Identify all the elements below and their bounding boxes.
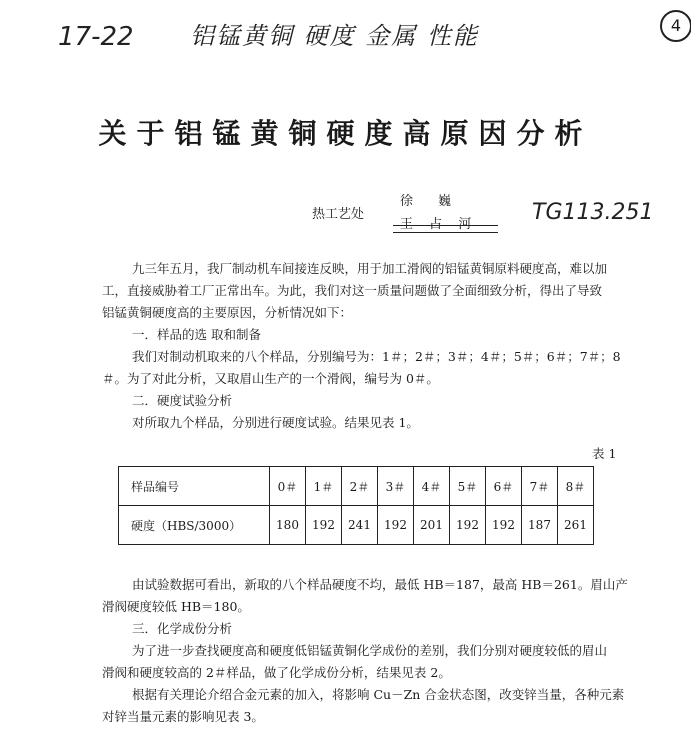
handwritten-page-mark: 4 xyxy=(660,10,691,42)
section1-line: 我们对制动机取来的八个样品，分别编号为：1＃；2＃；3＃；4＃；5＃；6＃；7＃；8 xyxy=(132,349,621,364)
section2-line: 对所取九个样品，分别进行硬度试验。结果见表 1。 xyxy=(132,415,419,430)
column-header: 4＃ xyxy=(414,467,450,506)
table-label: 表 1 xyxy=(592,446,617,461)
column-header: 3＃ xyxy=(378,467,414,506)
section2-heading: 二．硬度试验分析 xyxy=(132,393,233,408)
table-cell: 201 xyxy=(414,506,450,545)
conclusion-line: 滑阀硬度较低 HB＝180。 xyxy=(102,599,250,614)
section3-heading: 三．化学成份分析 xyxy=(132,621,233,636)
intro-line: 九三年五月，我厂制动机车间接连反映，用于加工滑阀的铝锰黄铜原料硬度高，难以加 xyxy=(132,261,608,276)
table-cell: 192 xyxy=(486,506,522,545)
section3-line: 滑阀和硬度较高的 2＃样品，做了化学成份分析，结果见表 2。 xyxy=(102,665,451,680)
column-header: 7＃ xyxy=(522,467,558,506)
author-wang-zhanhe: 王 占 河 xyxy=(400,217,478,232)
column-header: 1＃ xyxy=(306,467,342,506)
handwritten-classification: TG113.251 xyxy=(532,200,654,225)
department: 热工艺处 xyxy=(312,207,365,222)
row-header-sample-number: 样品编号 xyxy=(119,467,270,506)
column-header: 6＃ xyxy=(486,467,522,506)
hardness-table xyxy=(118,466,594,545)
author-underline xyxy=(393,232,498,233)
intro-line: 工，直接威胁着工厂正常出车。为此，我们对这一质量问题做了全面细致分析，得出了导致 xyxy=(102,283,603,298)
intro-paragraph xyxy=(102,258,690,324)
column-header: 5＃ xyxy=(450,467,486,506)
document-title: 关于铝锰黄铜硬度高原因分析 xyxy=(98,117,593,150)
table-row xyxy=(119,467,594,506)
row-header-hardness: 硬度（HBS/3000） xyxy=(119,506,270,545)
table-cell: 192 xyxy=(378,506,414,545)
section3-body xyxy=(102,640,690,728)
table-cell: 180 xyxy=(270,506,306,545)
table-cell: 187 xyxy=(522,506,558,545)
table-cell: 192 xyxy=(306,506,342,545)
author-xu-wei: 徐 巍 xyxy=(400,194,458,209)
section1-heading: 一．样品的选 取和制备 xyxy=(132,327,261,342)
conclusion-paragraph xyxy=(102,574,690,618)
section1-body xyxy=(102,346,690,390)
column-header: 8＃ xyxy=(558,467,594,506)
table-cell: 261 xyxy=(558,506,594,545)
handwritten-page-ref: 17-22 xyxy=(58,22,134,52)
handwritten-keywords: 铝锰黄铜 硬度 金属 性能 xyxy=(190,22,479,50)
table-row xyxy=(119,506,594,545)
section1-line: ＃。为了对此分析，又取眉山生产的一个滑阀，编号为 0＃。 xyxy=(102,371,439,386)
column-header: 0＃ xyxy=(270,467,306,506)
section3-line: 对锌当量元素的影响见表 3。 xyxy=(102,709,264,724)
column-header: 2＃ xyxy=(342,467,378,506)
conclusion-line: 由试验数据可看出，新取的八个样品硬度不均，最低 HB＝187，最高 HB＝261。眉山产 xyxy=(132,577,628,592)
section3-line: 根据有关理论介绍合金元素的加入，将影响 Cu－Zn 合金状态图，改变锌当量，各种元素 xyxy=(132,687,625,702)
section3-line: 为了进一步查找硬度高和硬度低铝锰黄铜化学成份的差别，我们分别对硬度较低的眉山 xyxy=(132,643,608,658)
intro-line: 铝锰黄铜硬度高的主要原因，分析情况如下： xyxy=(102,305,353,320)
table-cell: 241 xyxy=(342,506,378,545)
table-cell: 192 xyxy=(450,506,486,545)
